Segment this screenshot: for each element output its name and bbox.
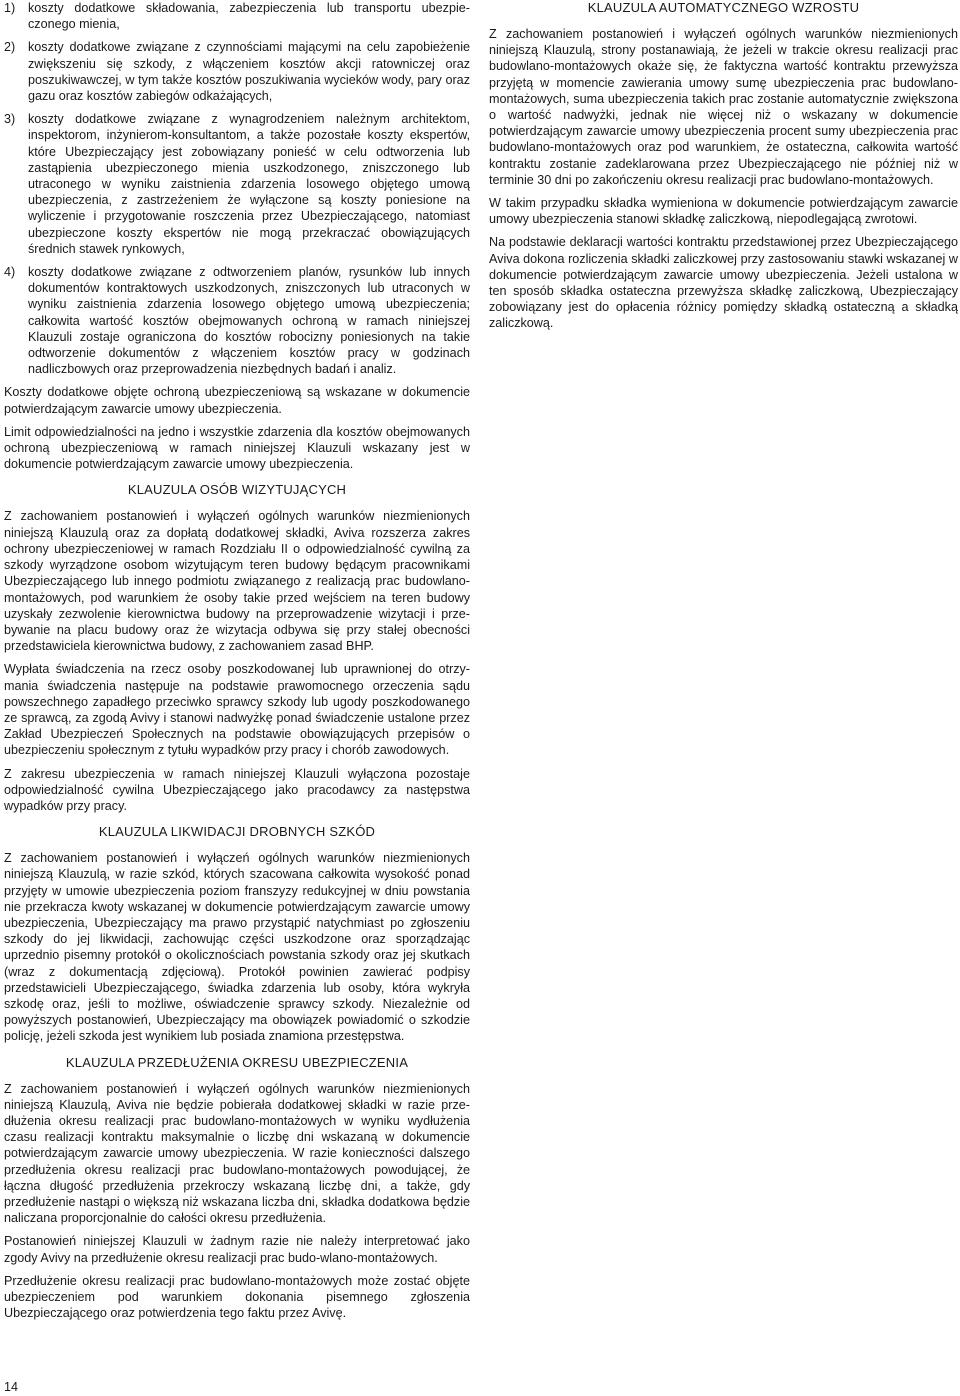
page-number: 14 bbox=[4, 1380, 19, 1394]
list-item-number: 4) bbox=[4, 265, 16, 280]
costs-list bbox=[4, 0, 470, 377]
paragraph: Koszty dodatkowe objęte ochroną ubezpieczeniową są wskazane w dokumencie potwierdzającym zawarcie umowy ubezpieczenia. bbox=[4, 385, 470, 416]
list-item bbox=[4, 0, 470, 32]
paragraph: Przedłużenie okresu realizacji prac budowlano-montażowych może zostać objęte ubezpieczeniem pod warunkiem dokonania pisemnego zgłoszenia Ubezpieczającego oraz potwierdzenia tego faktu przez Avivę. bbox=[4, 1273, 470, 1321]
list-item bbox=[4, 39, 470, 104]
paragraph: Z zachowaniem postanowień i wyłączeń ogólnych warunków niezmienionych niniejszą Klauzulą oraz za dopłatą dodatkowej składki, Aviva rozszerza zakres ochrony ubezpieczeniowej w ramach Rozdziału II o odpowiedzialność cywilną za szkody wyrządzone osobom wizytującym teren budowy będącym pracownikami Ubezpieczającego lub innego podmiotu związanego z realizacją prac budowlano-montażowych, pod warunkiem że osoby takie przed wejściem na teren budowy uzyskały zezwolenie kierownictwa budowy na przeprowadzenie wizytacji i przebywanie na placu budowy oraz że wizytacja odbywa się przy stałej obecności przedstawiciela kierownictwa budowy, z zachowaniem zasad BHP. bbox=[4, 509, 470, 654]
list-item bbox=[4, 264, 470, 377]
list-item-number: 2) bbox=[4, 40, 16, 55]
list-item bbox=[4, 111, 470, 257]
paragraph: Z zakresu ubezpieczenia w ramach niniejszej Klauzuli wyłączona pozostaje odpowiedzialność cywilna Ubezpieczającego jako pracodawcy za następstwa wypadków przy pracy. bbox=[4, 766, 470, 813]
list-item-number: 3) bbox=[4, 112, 16, 127]
section-heading-visitors: KLAUZULA OSÓB WIZYTUJĄCYCH bbox=[127, 482, 347, 498]
paragraph: Postanowień niniejszej Klauzuli w żadnym razie nie należy interpretować jako zgody Avivy na przedłużenie okresu realizacji prac budo-wlano-montażowych. bbox=[4, 1234, 470, 1265]
list-item-text: koszty dodatkowe składowania, zabezpieczenia lub transportu ubezpieczonego mienia, bbox=[28, 1, 470, 32]
list-item-text: koszty dodatkowe związane z wynagrodzeniem należnym architektom, inspektorom, inżynierom-konsultantom, a także pozostałe koszty ekspertów, które Ubezpieczający jest zobowiązany ponieść w celu odtworzenia lub zastąpienia ubezpieczonego mienia uszkodzonego, zniszczonego lub utraconego w wyniku zaistnienia zdarzenia losowego objętego umową ubezpieczenia, z zastrzeżeniem że wyłączone są koszty poniesione na wyliczenie i przygotowanie roszczenia przez Ubezpieczającego, natomiast ubezpieczone koszty ekspertów nie mogą przekraczać obowiązujących średnich stawek rynkowych, bbox=[28, 112, 470, 256]
paragraph: Z zachowaniem postanowień i wyłączeń ogólnych warunków niezmienionych niniejszą Klauzulą, Aviva nie będzie pobierała dodatkowej składki w razie przedłużenia okresu realizacji prac budowlano-montażowych w wyniku wydłużenia czasu realizacji kontraktu maksymalnie o liczbę dni wskazaną w dokumencie potwierdzającym zawarcie umowy ubezpieczenia. W razie konieczności dalszego przedłużenia okresu realizacji prac budowlano-montażowych powodującej, że łączna długość przedłużenia przekroczy wskazaną liczbę dni, a także, gdy przedłużenie nastąpi o większą niż wskazana liczba dni, składka dodatkowa będzie naliczana proporcjonalnie do całości okresu przedłużenia. bbox=[4, 1081, 470, 1226]
paragraph: W takim przypadku składka wymieniona w dokumencie potwierdzającym zawarcie umowy ubezpieczenia stanowi składkę zaliczkową, niepodlegającą zwrotowi. bbox=[489, 196, 958, 227]
section-heading-small-claims: KLAUZULA LIKWIDACJI DROBNYCH SZKÓD bbox=[98, 824, 376, 840]
left-column bbox=[4, 0, 470, 1328]
section-heading-auto-increase: KLAUZULA AUTOMATYCZNEGO WZROSTU bbox=[587, 0, 860, 15]
list-item-text: koszty dodatkowe związane z odtworzeniem planów, rysunków lub innych dokumentów kontraktowych uszkodzonych, zniszczonych lub utraconych w wyniku zaistnienia zdarzenia losowego objętego umową ubezpieczenia; całkowita wartość kosztów obejmowanych ochroną w ramach niniejszej Klauzuli zostaje ograniczona do kosztów robocizny poniesionych na takie odtworzenie dokumentów z włączeniem kosztów pracy w godzinach nadliczbowych oraz przeprowadzenia niezbędnych badań i analiz. bbox=[28, 265, 470, 377]
right-column bbox=[489, 0, 958, 339]
paragraph: Na podstawie deklaracji wartości kontraktu przedstawionej przez Ubezpieczającego Aviva dokona rozliczenia składki zaliczkowej przy zastosowaniu stawki wskazanej w dokumencie potwierdzającym zawarcie umowy ubezpieczenia. Jeżeli ustalona w ten sposób składka ostateczna przewyższa składkę zaliczkową, Ubezpieczający zobowiązany jest do opłacenia różnicy pomiędzy składką ostateczną a składką zaliczkową. bbox=[489, 235, 958, 331]
paragraph: Z zachowaniem postanowień i wyłączeń ogólnych warunków niezmienionych niniejszą Klauzulą, w razie szkód, których szacowana całkowita wysokość ponad przyjęty w umowie ubezpieczenia poziom franszyzy redukcyjnej w dniu powstania nie przekracza kwoty wskazanej w dokumencie potwierdzającym zawarcie umowy ubezpieczenia, Ubezpieczający ma prawo przystąpić natychmiast po zgłoszeniu szkody do jej likwidacji, zachowując części uszkodzone oraz sporządzając uprzednio pisemny protokół o okolicznościach powstania szkody oraz jej skutkach (wraz z dokumentacją zdjęciową). Protokół powinien zawierać podpisy przedstawicieli Ubezpieczającego, świadka zdarzenia lub osoby, która wykryła szkodę oraz, jeśli to możliwe, oświadczenie sprawcy szkody. Niezależnie od powyższych postanowień, Ubezpieczający ma obowiązek powiadomić o szkodzie policję, jeżeli szkoda jest wynikiem lub posiada znamiona przestępstwa. bbox=[4, 851, 470, 1044]
list-item-number: 1) bbox=[4, 1, 16, 15]
paragraph: Wypłata świadczenia na rzecz osoby poszkodowanej lub uprawnionej do otrzymania świadczenia następuje na podstawie prawomocnego orzeczenia sądu powszechnego zapadłego przeciwko sprawcy szkody lub ugody poszkodowanego ze sprawcą, za zgodą Avivy i stanowi nadwyżkę ponad świadczenie ustalone przez Zakład Ubezpieczeń Społecznych na podstawie obowiązujących przepisów o ubezpieczeniu społecznym z tytułu wypadków przy pracy i chorób zawodowych. bbox=[4, 662, 470, 758]
list-item-text: koszty dodatkowe związane z czynnościami mającymi na celu zapobieżenie zwiększeniu się szkody, z włączeniem kosztów akcji ratowniczej oraz poszukiwawczej, w tym także kosztów poszukiwania wycieków wody, pary oraz gazu oraz kosztów zabiegów odkażających, bbox=[28, 40, 470, 104]
paragraph: Z zachowaniem postanowień i wyłączeń ogólnych warunków niezmienionych niniejszą Klauzulą, strony postanawiają, że jeżeli w trakcie okresu realizacji prac budowlano-montażowych okaże się, że faktyczna wartość kontraktu przewyższa przyjętą w momencie zawierania umowy sumę ubezpieczenia prac budowlano-montażowych, suma ubezpieczenia takich prac zostanie automatycznie zwiększona o wartość nadwyżki, jednak nie więcej niż o wskazany w dokumencie potwierdzającym zawarcie umowy ubezpieczenia procent sumy ubezpieczenia prac budowlano-montażowych oraz pod warunkiem, że ostateczna, całkowita wartość kontraktu zostanie zadeklarowana przez Ubezpieczającego nie później niż w terminie 30 dni po zakończeniu okresu realizacji prac budowlano-montażowych. bbox=[489, 27, 958, 187]
paragraph: Limit odpowiedzialności na jedno i wszystkie zdarzenia dla kosztów obejmowanych ochroną ubezpieczeniową w ramach niniejszej Klauzuli wskazany jest w dokumencie potwierdzającym zawarcie umowy ubezpieczenia. bbox=[4, 424, 470, 472]
section-heading-extension: KLAUZULA PRZEDŁUŻENIA OKRESU UBEZPIECZENIA bbox=[65, 1054, 409, 1070]
